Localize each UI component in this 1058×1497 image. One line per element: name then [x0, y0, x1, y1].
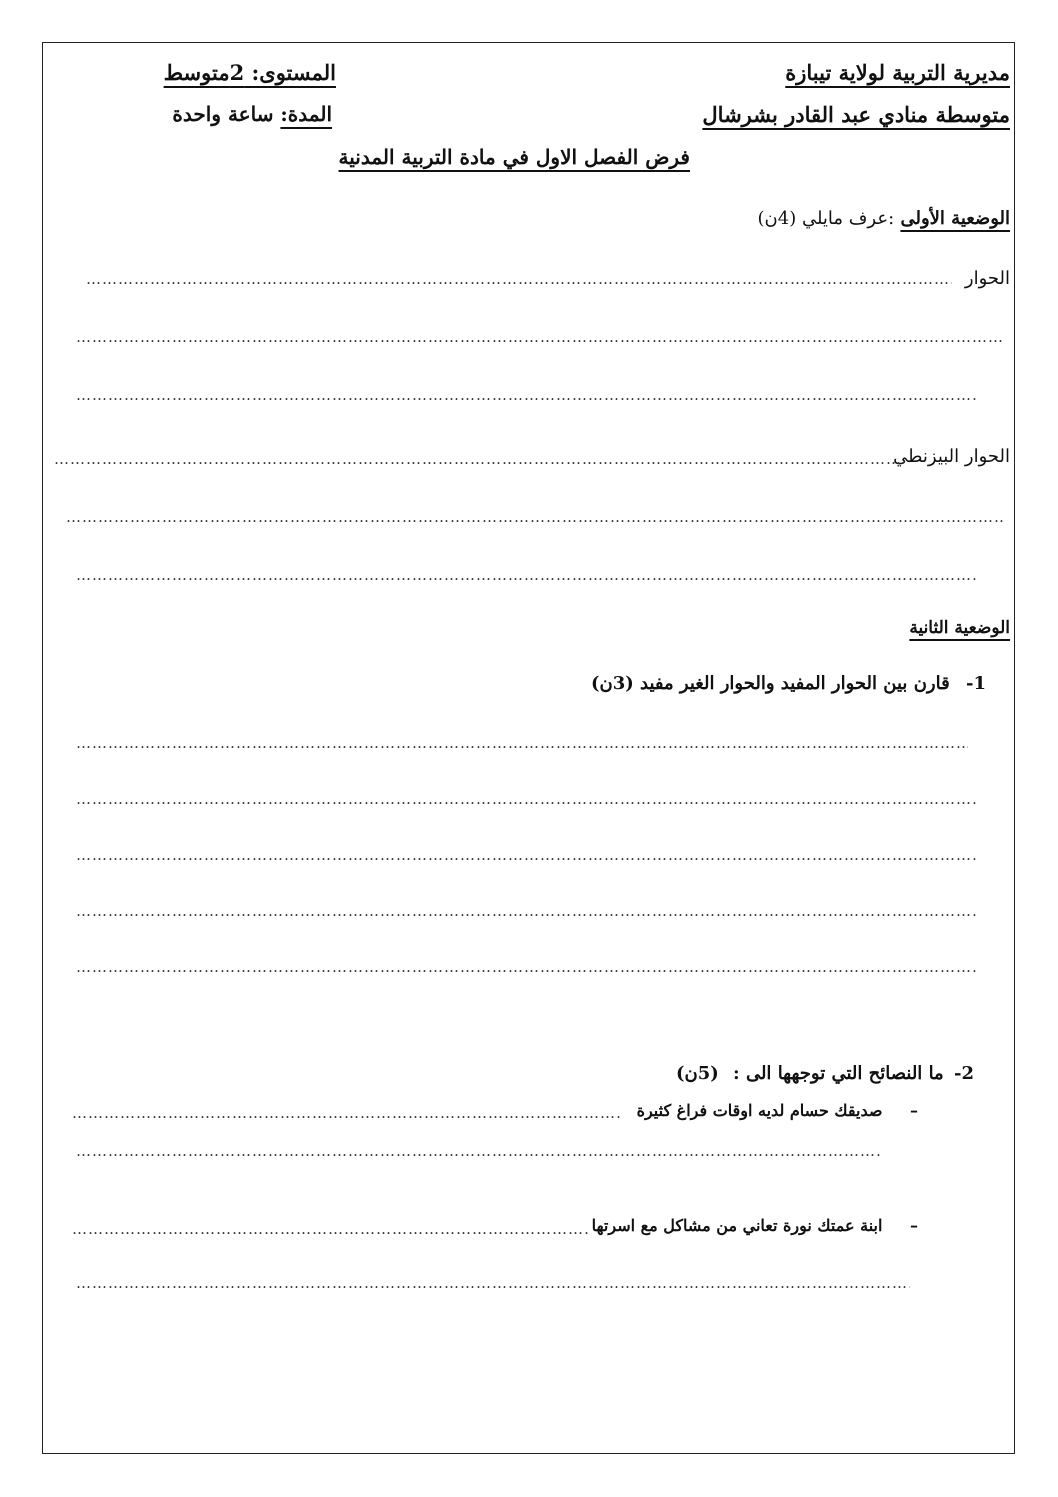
bullet-text: صديقك حسام لديه اوقات فراغ كثيرة [636, 1101, 883, 1120]
bullet-text: ابنة عمتك نورة تعاني من مشاكل مع اسرتها [591, 1216, 883, 1235]
answer-line [76, 568, 976, 583]
answer-line [76, 388, 976, 403]
dash-icon: – [910, 1216, 918, 1235]
duration-line [172, 104, 332, 124]
term-dialogue: الحوار [964, 268, 1010, 289]
answer-line [76, 904, 976, 919]
level-label: المستوى: [251, 60, 336, 85]
situation1-heading [758, 210, 1011, 228]
answer-line [72, 1106, 622, 1121]
directorate-name: مديرية التربية لولاية تيبازة [785, 60, 1010, 85]
answer-line [76, 960, 976, 975]
duration-value: ساعة واحدة [172, 102, 274, 126]
situation1-instruction: :عرف مايلي (4ن) [757, 208, 895, 229]
answer-line [86, 272, 952, 287]
answer-line [76, 848, 976, 863]
situation2-heading: الوضعية الثانية [909, 618, 1010, 638]
answer-line [54, 452, 904, 467]
question2-text: ما النصائح التي توجهها الى : [733, 1063, 944, 1084]
answer-line [72, 1222, 590, 1237]
duration-label: المدة: [280, 102, 332, 126]
bullet-item [592, 1218, 918, 1234]
question2 [676, 1065, 974, 1083]
bullet-item [637, 1103, 918, 1119]
answer-line [76, 1144, 880, 1159]
term-byzantine-dialogue: الحوار البيزنطي [893, 446, 1010, 467]
question2-points: (5ن) [675, 1063, 719, 1084]
answer-line [76, 1276, 910, 1291]
question1-number: 1- [965, 673, 986, 694]
answer-line [76, 736, 968, 751]
level-line [164, 62, 336, 83]
question2-number: 2- [953, 1063, 974, 1084]
question1 [591, 675, 986, 693]
answer-line [76, 792, 976, 807]
situation1-label: الوضعية الأولى [900, 208, 1010, 229]
answer-line [76, 330, 1004, 345]
dash-icon: – [910, 1101, 918, 1120]
question1-text: قارن بين الحوار المفيد والحوار الغير مفيد (3ن) [590, 673, 950, 694]
school-name: متوسطة منادي عبد القادر بشرشال [702, 102, 1010, 127]
answer-line [66, 510, 1004, 525]
level-value: 2متوسط [163, 60, 245, 85]
exam-title: فرض الفصل الاول في مادة التربية المدنية [338, 145, 690, 169]
